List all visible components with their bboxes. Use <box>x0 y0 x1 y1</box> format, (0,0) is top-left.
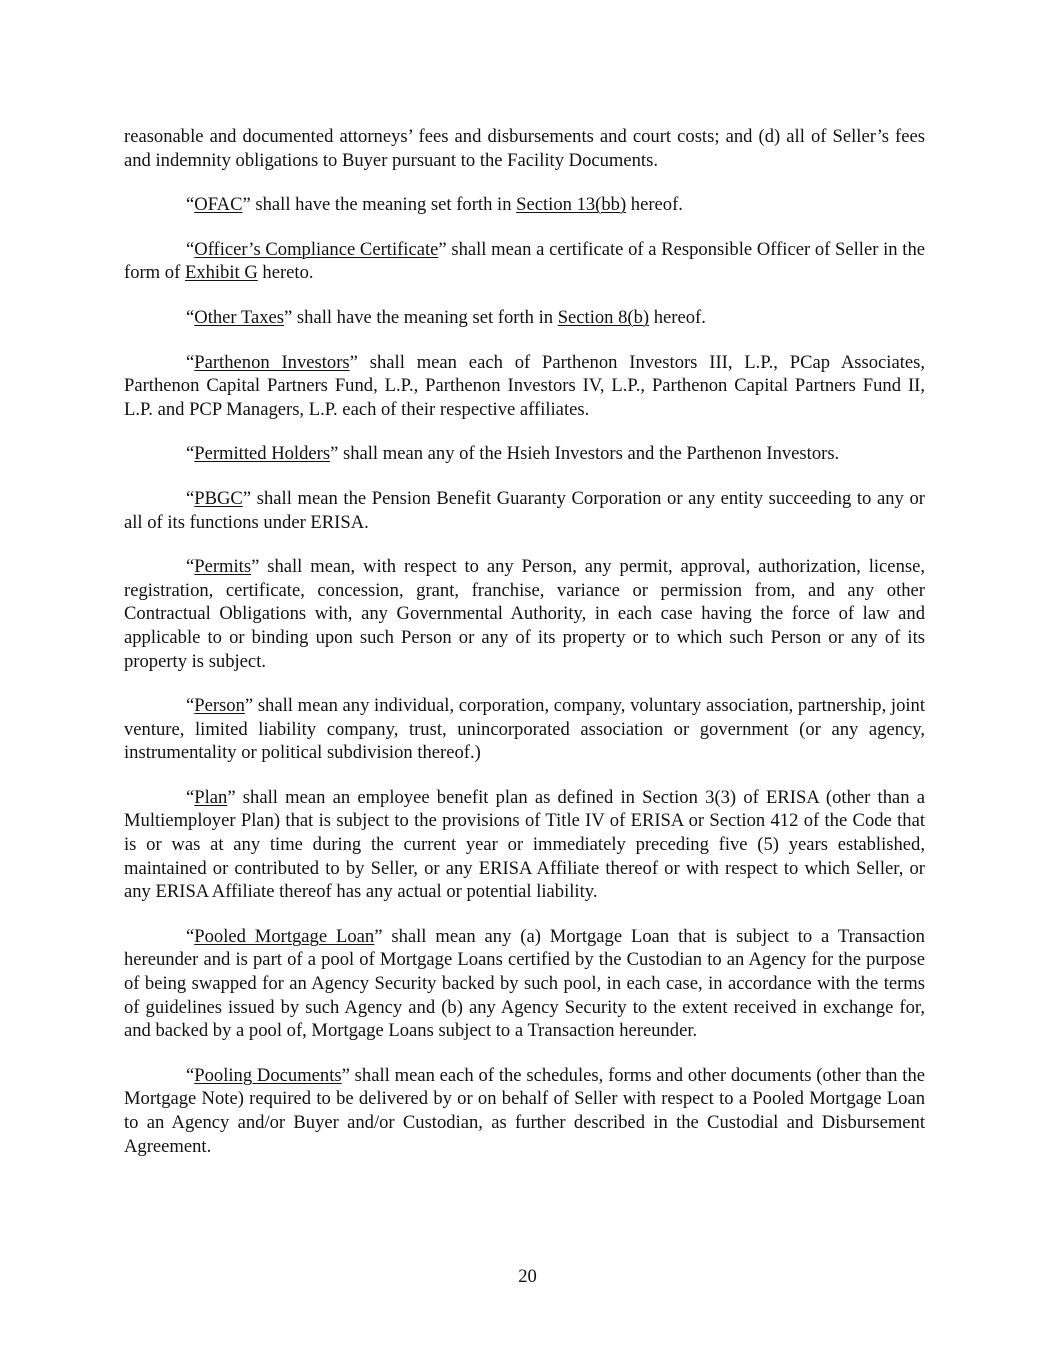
defined-term: Parthenon Investors <box>194 351 350 373</box>
page-number: 20 <box>518 1266 537 1287</box>
paragraph-text: ” shall mean any of the Hsieh Investors and the Parthenon Investors. <box>330 443 840 465</box>
paragraph-text: reasonable and documented attorneys’ fees and disbursements and court costs; and (d) all of Seller’s fees and indemnity obligations to Buyer pursuant to the Facility Documents. <box>124 126 925 171</box>
defined-term: PBGC <box>194 487 243 509</box>
paragraph-text: ” shall mean, with respect to any Person, any permit, approval, authorization, license, registration, certificate, concession, grant, franchise, variance or permission from, and any other Contractual Obligations with, any Governmental Authority, in each case having the force of law and applicable to or binding upon such Person or any of its property or to which such Person or any of its property is subject. <box>124 556 925 672</box>
paragraph-text: ” shall have the meaning set forth in <box>284 306 558 328</box>
paragraph-text: “ <box>186 695 195 717</box>
defined-term: Officer’s Compliance Certificate <box>194 238 439 260</box>
defined-term: Permitted Holders <box>194 443 331 465</box>
defined-term: Pooling Documents <box>194 1064 342 1086</box>
paragraph-text: ” shall mean a certificate of a Responsible Officer of Seller in the form of <box>124 238 925 284</box>
paragraph-text: hereto. <box>257 262 314 284</box>
definition-ofac <box>124 193 925 217</box>
paragraph-text: ” shall mean any individual, corporation, company, voluntary association, partnership, joint venture, limited liability company, trust, unincorporated association or government (or any agency, instrumentality or political subdivision thereof.) <box>124 695 925 764</box>
paragraph-text: “ <box>186 443 195 465</box>
defined-term: Plan <box>194 786 228 808</box>
paragraph-text: hereof. <box>649 306 706 328</box>
definition-permits <box>124 555 925 673</box>
paragraph-text: “ <box>186 194 195 216</box>
definition-person <box>124 694 925 765</box>
paragraph-text: “ <box>186 925 195 947</box>
definition-plan <box>124 786 925 904</box>
definition-pooling-documents <box>124 1064 925 1158</box>
paragraph-text: “ <box>186 351 195 373</box>
paragraph-text: ” shall mean each of Parthenon Investors III, L.P., PCap Associates, Parthenon Capital Partners Fund, L.P., Parthenon Investors IV, L.P., Parthenon Capital Partners Fund II, L.P. and PCP Managers, L.P. each of their respective affiliates. <box>124 351 925 420</box>
paragraph-text: “ <box>186 306 195 328</box>
definition-other-taxes <box>124 306 925 330</box>
defined-term: Permits <box>194 556 252 578</box>
defined-term: OFAC <box>194 194 243 216</box>
defined-term: Section 8(b) <box>557 306 650 328</box>
defined-term: Section 13(bb) <box>516 194 627 216</box>
definition-parthenon-investors <box>124 351 925 422</box>
document-page-body <box>124 125 925 1179</box>
paragraph-text: ” shall have the meaning set forth in <box>242 194 517 216</box>
paragraph-text: “ <box>186 487 195 509</box>
definition-officers-compliance-certificate <box>124 238 925 285</box>
defined-term: Exhibit G <box>184 262 258 284</box>
definition-permitted-holders <box>124 442 925 466</box>
paragraph-continuation <box>124 125 925 172</box>
defined-term: Other Taxes <box>194 306 285 328</box>
definition-pooled-mortgage-loan <box>124 925 925 1043</box>
defined-term: Pooled Mortgage Loan <box>194 925 375 947</box>
paragraph-text: “ <box>186 1064 195 1086</box>
paragraph-text: “ <box>186 238 195 260</box>
paragraph-text: ” shall mean each of the schedules, forms and other documents (other than the Mortgage Note) required to be delivered by or on behalf of Seller with respect to a Pooled Mortgage Loan to an Agency and/or Buyer and/or Custodian, as further described in the Custodial and Disbursement Agreement. <box>124 1064 925 1157</box>
definition-pbgc <box>124 487 925 534</box>
paragraph-text: ” shall mean the Pension Benefit Guaranty Corporation or any entity succeeding to any or all of its functions under ERISA. <box>124 487 925 533</box>
paragraph-text: “ <box>186 556 195 578</box>
defined-term: Person <box>194 695 245 717</box>
paragraph-text: ” shall mean an employee benefit plan as defined in Section 3(3) of ERISA (other than a Multiemployer Plan) that is subject to the provisions of Title IV of ERISA or Section 412 of the Code that is or was at any time during the current year or immediately preceding five (5) years established, maintained or contributed to by Seller, or any ERISA Affiliate thereof or with respect to which Seller, or any ERISA Affiliate thereof has any actual or potential liability. <box>124 786 925 903</box>
paragraph-text: ” shall mean any (a) Mortgage Loan that is subject to a Transaction hereunder and is part of a pool of Mortgage Loans certified by the Custodian to an Agency for the purpose of being swapped for an Agency Security backed by such pool, in each case, in accordance with the terms of guidelines issued by such Agency and (b) any Agency Security to the extent received in exchange for, and backed by a pool of, Mortgage Loans subject to a Transaction hereunder. <box>124 925 925 1042</box>
paragraph-text: hereof. <box>626 194 683 216</box>
paragraph-text: “ <box>186 786 195 808</box>
